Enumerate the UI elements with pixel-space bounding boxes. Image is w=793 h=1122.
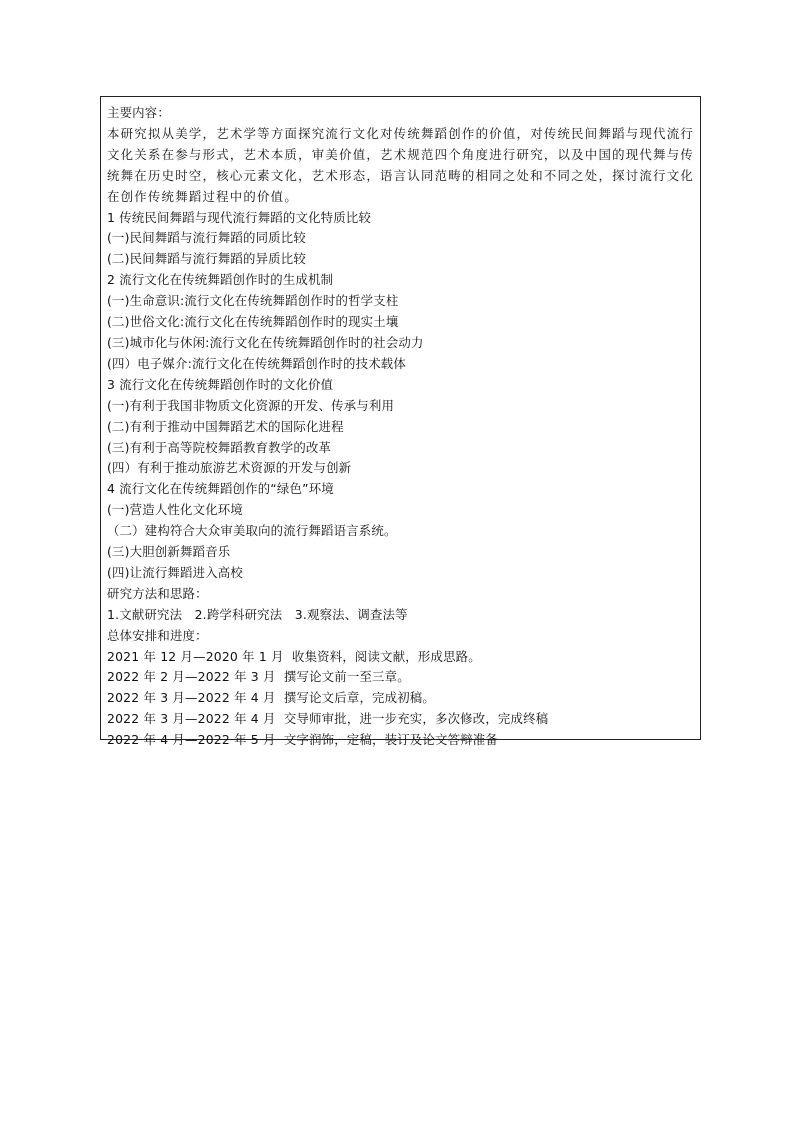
outline-item: (四）电子媒介:流行文化在传统舞蹈创作时的技术载体 [107, 355, 406, 371]
schedule-item: 2022 年 3 月—2022 年 4 月 交导师审批，进一步充实，多次修改，完成终稿 [107, 711, 549, 727]
outline-item: (一)有利于我国非物质文化资源的开发、传承与利用 [107, 397, 395, 413]
outline-item: 1 传统民间舞蹈与现代流行舞蹈的文化特质比较 [107, 209, 372, 225]
schedule-item: 2022 年 2 月—2022 年 3 月 撰写论文前一至三章。 [107, 669, 410, 685]
schedule-item: 2022 年 4 月—2022 年 5 月 文字润饰，定稿，装订及论文答辩准备 [107, 732, 498, 748]
section-heading-schedule: 总体安排和进度： [107, 627, 208, 643]
outline-item: (三)有利于高等院校舞蹈教育教学的改革 [107, 439, 332, 455]
outline-item: (一)生命意识:流行文化在传统舞蹈创作时的哲学支柱 [107, 293, 399, 309]
section-heading-main-content: 主要内容： [107, 105, 170, 120]
intro-paragraph: 本研究拟从美学，艺术学等方面探究流行文化对传统舞蹈创作的价值，对传统民间舞蹈与现代流行文化关系在参与形式，艺术本质，审美价值，艺术规范四个角度进行研究，以及中国的现代舞与传统舞在历史时空，核心元素文化，艺术形态，语言认同范畴的相同之处和不同之处，探讨流行文化在创作传统舞蹈过程中的价值。 [107, 125, 694, 204]
outline-item: （二）建构符合大众审美取向的流行舞蹈语言系统。 [107, 523, 397, 539]
outline-item: (二)有利于推动中国舞蹈艺术的国际化进程 [107, 418, 344, 434]
outline-item: (四）有利于推动旅游艺术资源的开发与创新 [107, 460, 352, 476]
section-heading-methods: 研究方法和思路： [107, 585, 208, 601]
outline-item: (二)民间舞蹈与流行舞蹈的异质比较 [107, 251, 306, 267]
outline-item: 2 流行文化在传统舞蹈创作时的生成机制 [107, 272, 334, 288]
outline-item: (四)让流行舞蹈进入高校 [107, 564, 243, 580]
outline-item: 4 流行文化在传统舞蹈创作的“绿色”环境 [107, 481, 334, 497]
main-content-box [100, 96, 701, 748]
outline-item: (二)世俗文化:流行文化在传统舞蹈创作时的现实土壤 [107, 314, 399, 330]
schedule-item: 2021 年 12 月—2020 年 1 月 收集资料，阅读文献，形成思路。 [107, 648, 481, 664]
schedule-item: 2022 年 3 月—2022 年 4 月 撰写论文后章，完成初稿。 [107, 690, 435, 706]
outline-item: (三)城市化与休闲:流行文化在传统舞蹈创作时的社会动力 [107, 334, 424, 350]
outline-item: (一)民间舞蹈与流行舞蹈的同质比较 [107, 230, 306, 246]
methods-list: 1.文献研究法 2.跨学科研究法 3.观察法、调查法等 [107, 606, 408, 622]
outline-item: (一)营造人性化文化环境 [107, 502, 243, 518]
outline-item: (三)大胆创新舞蹈音乐 [107, 544, 231, 560]
outline-item: 3 流行文化在传统舞蹈创作时的文化价值 [107, 376, 334, 392]
